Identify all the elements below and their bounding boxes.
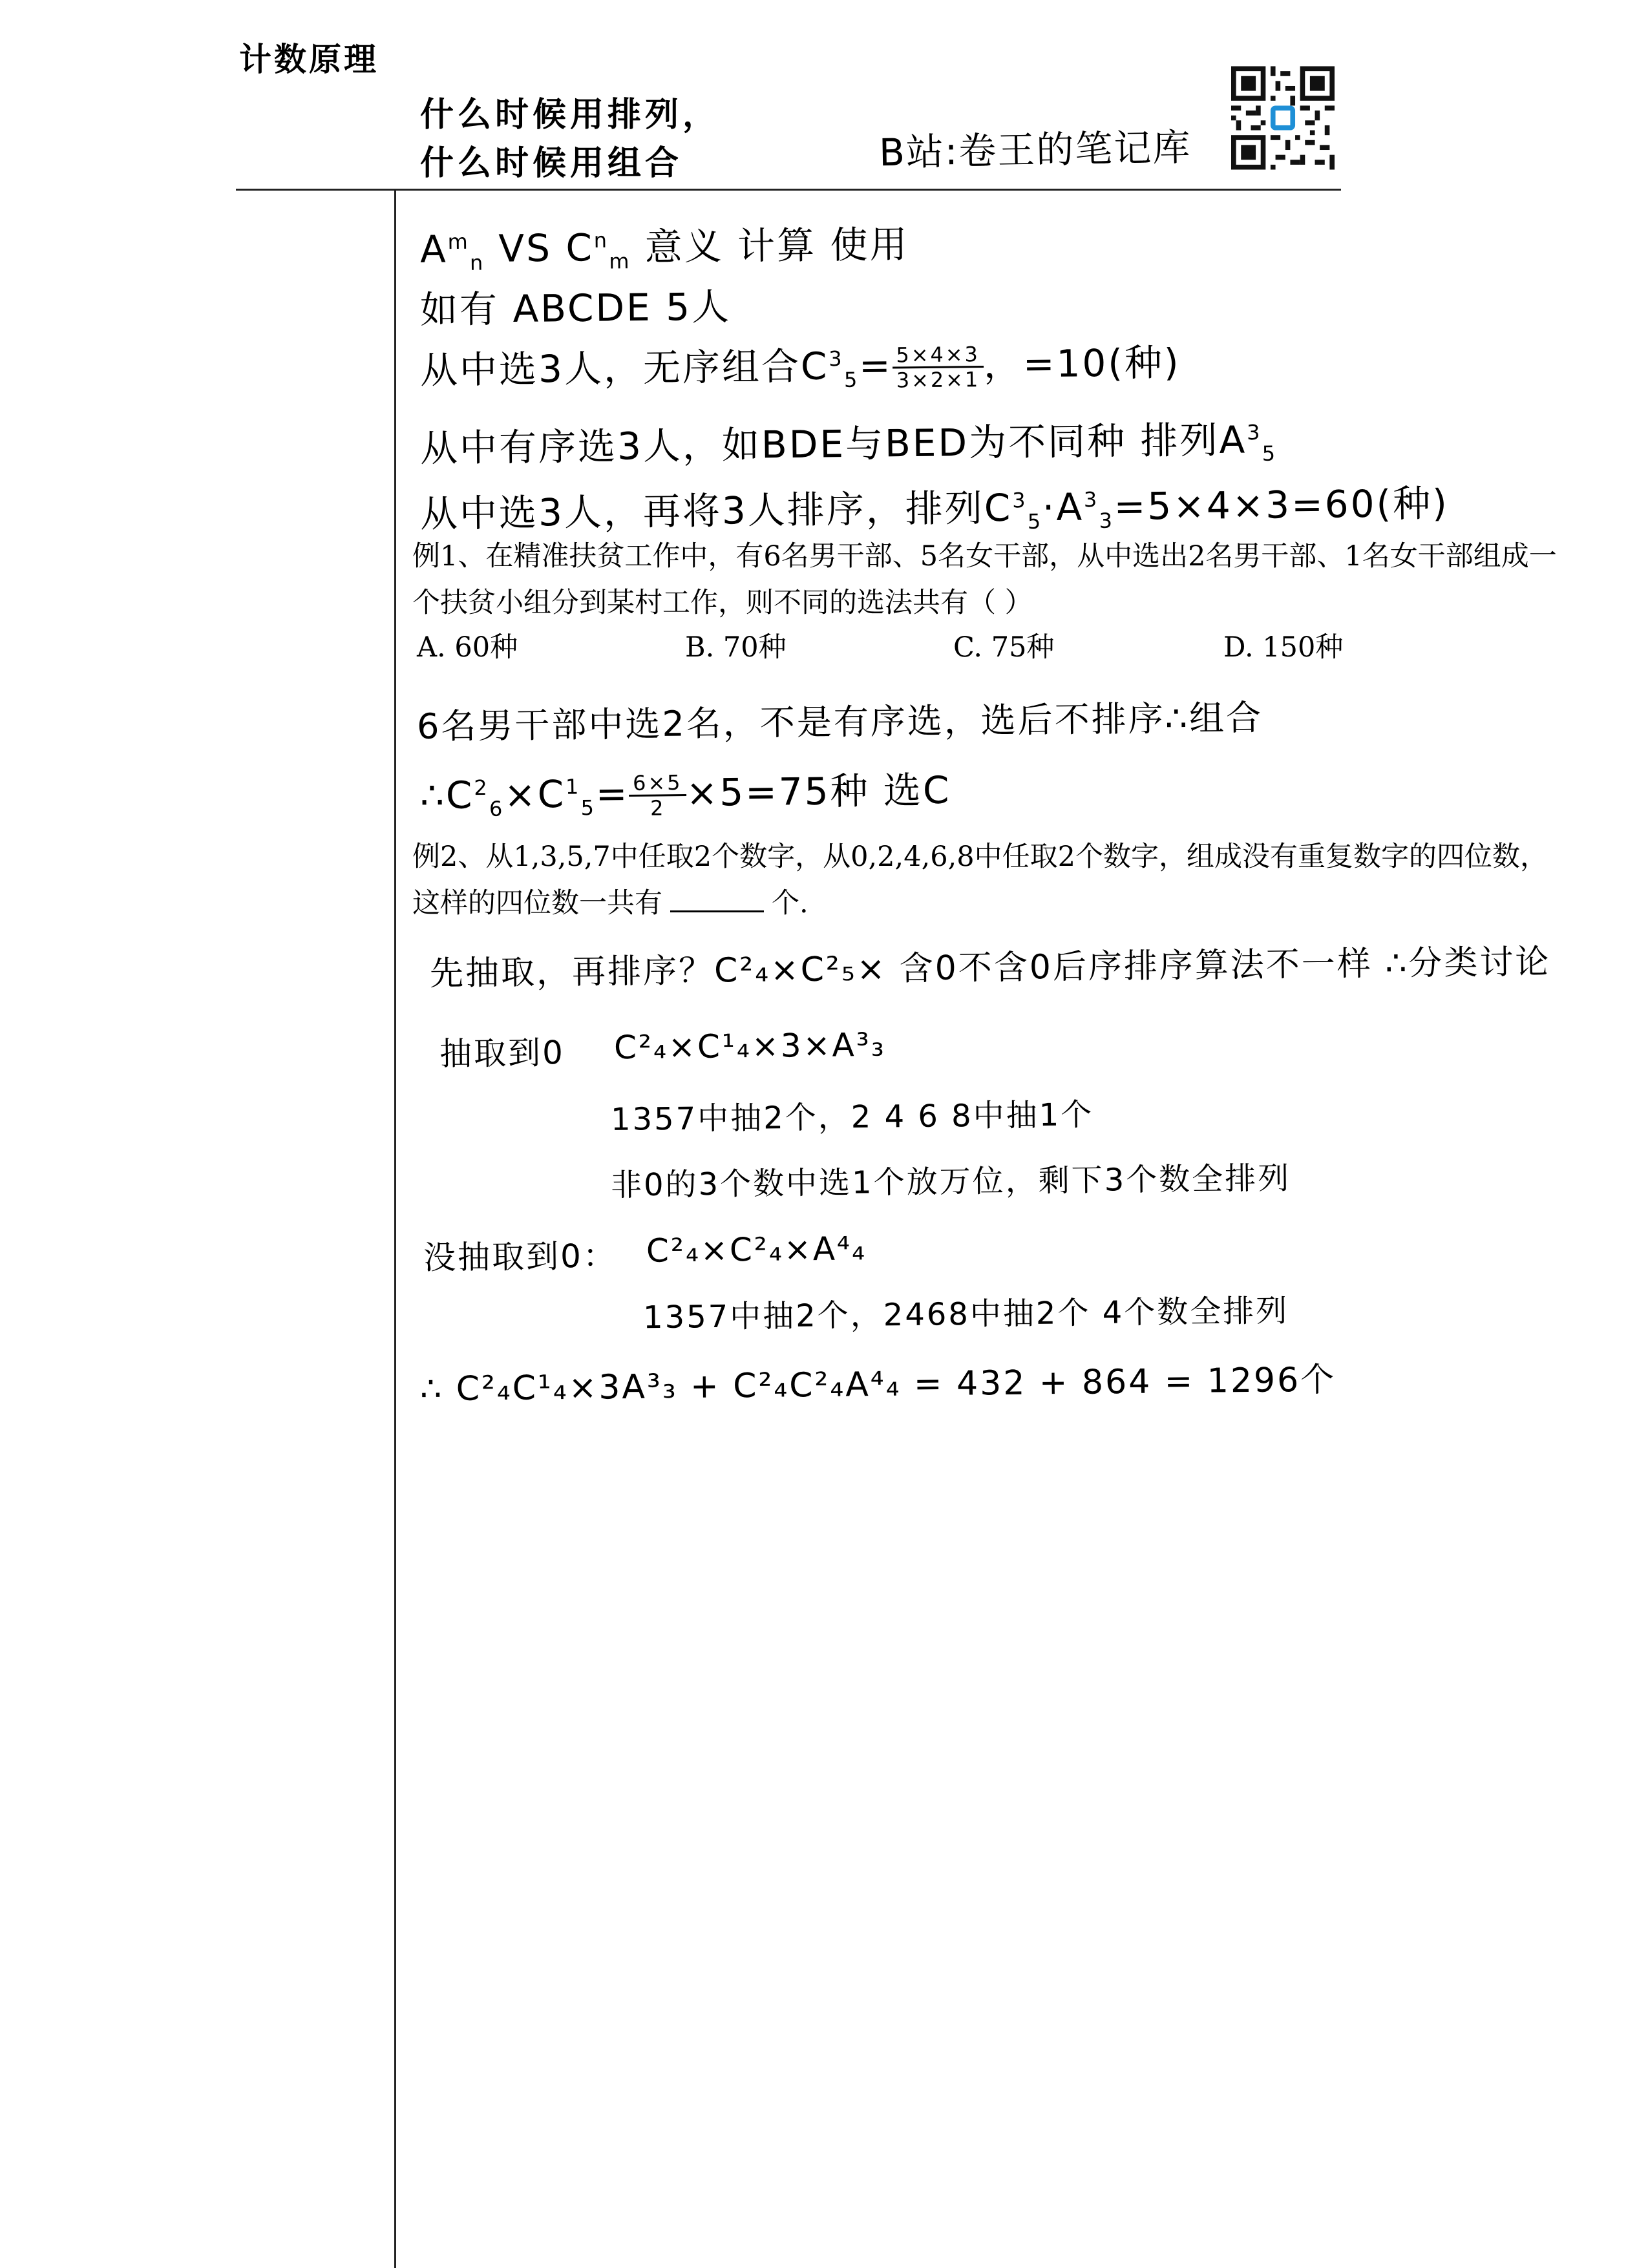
qr-code-icon	[1231, 65, 1335, 171]
answer-blank	[670, 885, 764, 912]
choice-b: B. 70种	[685, 631, 787, 664]
case-1-formula: C²₄×C¹₄×3×A³₃	[613, 1025, 887, 1067]
case-1-step-1: 1357中抽2个，2 4 6 8中抽1个	[610, 1097, 1094, 1138]
subtitle-line-2: 什么时候用组合	[420, 144, 683, 183]
case-2-formula: C²₄×C²₄×A⁴₄	[646, 1230, 867, 1270]
header-divider	[236, 189, 1341, 191]
note-line-2: 如有 ABCDE 5人	[419, 284, 732, 332]
case-1-label: 抽取到0	[439, 1033, 565, 1073]
case-1-step-2: 非0的3个数中选1个放万位，剩下3个数全排列	[610, 1160, 1291, 1204]
note-line-4: 从中有序选3人，如BDE与BED为不同种 排列$A^3_5$	[419, 417, 1278, 470]
example-2-question: 例2、从1,3,5,7中任取2个数字，从0,2,4,6,8中任取2个数字，组成没有重复数字的四位数，这样的四位数一共有 个.	[412, 841, 1548, 919]
page-header	[0, 0, 1648, 194]
case-2-step-1: 1357中抽2个，2468中抽2个 4个数全排列	[642, 1292, 1289, 1336]
page-title: 计数原理	[239, 41, 379, 78]
example-1-question: 例1、在精准扶贫工作中，有6名男干部、5名女干部，从中选出2名男干部、1名女干部组成一个扶贫小组分到某村工作，则不同的选法共有（ ）	[412, 540, 1557, 619]
example-1-note-2: $\therefore C^2_6\times C^1_5=$ $\frac{6\times 5}{2}$ ×5=75种 选C	[419, 768, 951, 821]
note-line-3: 从中选3人，无序组合$C^3_5=$ $\frac{5\times 4\times 3}{3\times 2\times 1}$ ，=10(种)	[419, 340, 1181, 393]
choice-a: A. 60种	[417, 631, 518, 664]
subtitle-line-1: 什么时候用排列，	[420, 96, 721, 134]
note-line-5: 从中选3人，再将3人排序，排列$C^3_5\cdot A^3_3=5\times 4\times 3=60$(种)	[419, 481, 1450, 536]
total-result: ∴ C²₄C¹₄×3A³₃ + C²₄C²₄A⁴₄ = 432 + 864 = 1296个	[419, 1360, 1336, 1409]
example-2-note-1: 先抽取，再排序？C²₄×C²₅× 含0不含0后序排序算法不一样 ∴分类讨论	[429, 942, 1551, 994]
choice-d: D. 150种	[1223, 631, 1344, 664]
example-1-note-1: 6名男干部中选2名，不是有序选，选后不排序∴组合	[416, 697, 1263, 747]
channel-label: B站:卷王的笔记库	[878, 125, 1192, 175]
note-line-1: $A^m_n$ VS $C^n_m$ 意义 计算 使用	[419, 222, 909, 275]
margin-line	[394, 189, 396, 2268]
case-2-label: 没抽取到0：	[423, 1237, 618, 1277]
choice-c: C. 75种	[953, 631, 1055, 664]
